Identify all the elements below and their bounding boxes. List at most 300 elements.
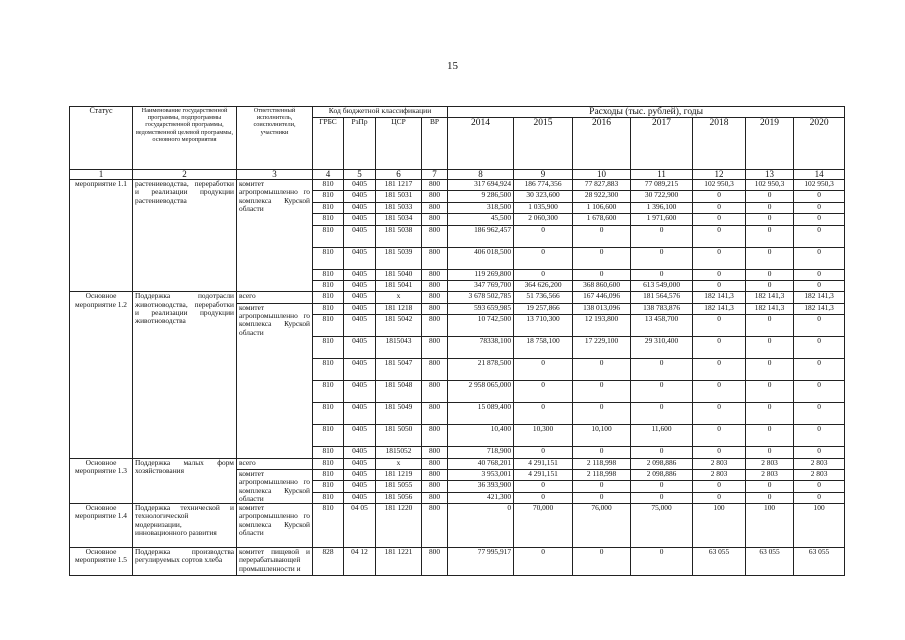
code-cell: 800 (422, 458, 448, 469)
amount-cell: 138 783,876 (631, 303, 693, 314)
amount-cell: 0 (693, 269, 746, 280)
amount-cell: 0 (794, 381, 845, 403)
amount-cell: 0 (794, 280, 845, 291)
amount-cell: 0 (746, 492, 794, 503)
code-cell: 0405 (344, 315, 376, 337)
amount-cell: 4 291,151 (514, 458, 573, 469)
column-number: 1 (70, 170, 133, 180)
code-cell: 800 (422, 247, 448, 269)
code-cell: 0405 (344, 425, 376, 447)
amount-cell: 0 (693, 425, 746, 447)
amount-cell: 0 (794, 214, 845, 225)
amount-cell: 0 (631, 359, 693, 381)
amount-cell: 1 971,600 (631, 214, 693, 225)
amount-cell: 0 (746, 191, 794, 202)
amount-cell: 0 (514, 381, 573, 403)
code-cell: 181 5038 (376, 225, 422, 247)
amount-cell: 100 (794, 504, 845, 548)
status-cell: Основное мероприятие 1.2 (70, 292, 133, 458)
amount-cell: 76,000 (573, 504, 631, 548)
code-cell: 800 (422, 403, 448, 425)
code-cell: 810 (313, 359, 344, 381)
status-cell: Основное мероприятие 1.3 (70, 458, 133, 504)
amount-cell: 167 446,096 (573, 292, 631, 303)
amount-cell: 0 (514, 548, 573, 576)
code-cell: 810 (313, 504, 344, 548)
header-budget-code: Код бюджетной классификации (313, 107, 448, 118)
amount-cell: 0 (573, 269, 631, 280)
code-cell: 0405 (344, 191, 376, 202)
column-number: 7 (422, 170, 448, 180)
amount-cell: 13 458,700 (631, 315, 693, 337)
amount-cell: 1 106,600 (573, 202, 631, 213)
code-cell: 04 05 (344, 504, 376, 548)
responsible-cell: комитет агропромышленно го комплекса Курской области (237, 180, 313, 292)
responsible-cell: комитет агропромышленно го комплекса Курской области (237, 303, 313, 458)
code-cell: 810 (313, 492, 344, 503)
amount-cell: 0 (693, 403, 746, 425)
code-cell: 1815043 (376, 337, 422, 359)
amount-cell: 181 564,576 (631, 292, 693, 303)
code-cell: 0405 (344, 481, 376, 492)
amount-cell: 0 (693, 337, 746, 359)
amount-cell: 0 (514, 481, 573, 492)
amount-cell: 138 013,096 (573, 303, 631, 314)
amount-cell: 0 (794, 481, 845, 492)
amount-cell: 0 (794, 202, 845, 213)
code-cell: 181 1221 (376, 548, 422, 576)
responsible-total-cell: всего (237, 458, 313, 469)
code-cell: 810 (313, 381, 344, 403)
amount-cell: 1 396,100 (631, 202, 693, 213)
amount-cell: 0 (514, 225, 573, 247)
amount-cell: 2 060,300 (514, 214, 573, 225)
code-cell: 0405 (344, 381, 376, 403)
code-cell: 181 5055 (376, 481, 422, 492)
code-cell: 828 (313, 548, 344, 576)
code-cell: 181 5040 (376, 269, 422, 280)
amount-cell: 0 (794, 337, 845, 359)
column-number: 14 (794, 170, 845, 180)
amount-cell: 29 310,400 (631, 337, 693, 359)
amount-cell: 13 710,300 (514, 315, 573, 337)
amount-cell: 119 269,800 (448, 269, 514, 280)
amount-cell: 15 089,400 (448, 403, 514, 425)
amount-cell: 0 (631, 447, 693, 458)
amount-cell: 102 950,3 (794, 180, 845, 191)
column-number: 2 (133, 170, 237, 180)
code-cell: 0405 (344, 447, 376, 458)
responsible-cell: комитет агропромышленно го комплекса Курской области (237, 504, 313, 548)
status-cell: Основное мероприятие 1.4 (70, 504, 133, 548)
amount-cell: 0 (746, 247, 794, 269)
amount-cell: 2 118,998 (573, 469, 631, 480)
header-year: 2014 (448, 118, 514, 170)
amount-cell: 2 958 065,000 (448, 381, 514, 403)
amount-cell: 0 (573, 447, 631, 458)
amount-cell: 0 (746, 425, 794, 447)
amount-cell: 0 (573, 359, 631, 381)
table-row (70, 548, 845, 576)
code-cell: 810 (313, 292, 344, 303)
amount-cell: 51 736,566 (514, 292, 573, 303)
header-year: 2019 (746, 118, 794, 170)
amount-cell: 28 922,300 (573, 191, 631, 202)
amount-cell: 0 (693, 280, 746, 291)
code-cell: 0405 (344, 269, 376, 280)
code-cell: 800 (422, 469, 448, 480)
amount-cell: 12 193,800 (573, 315, 631, 337)
amount-cell: 0 (693, 359, 746, 381)
column-number: 10 (573, 170, 631, 180)
amount-cell: 3 678 502,785 (448, 292, 514, 303)
amount-cell: 2 803 (693, 469, 746, 480)
code-cell: 810 (313, 214, 344, 225)
code-cell: 800 (422, 191, 448, 202)
column-number: 13 (746, 170, 794, 180)
code-cell: 810 (313, 202, 344, 213)
amount-cell: 0 (631, 225, 693, 247)
amount-cell: 0 (746, 315, 794, 337)
amount-cell: 0 (631, 247, 693, 269)
code-cell: 800 (422, 225, 448, 247)
amount-cell: 0 (631, 481, 693, 492)
code-cell: 800 (422, 359, 448, 381)
amount-cell: 19 257,866 (514, 303, 573, 314)
amount-cell: 102 950,3 (746, 180, 794, 191)
amount-cell: 0 (573, 381, 631, 403)
amount-cell: 1 678,600 (573, 214, 631, 225)
code-cell: 0405 (344, 292, 376, 303)
amount-cell: 3 953,001 (448, 469, 514, 480)
column-number: 8 (448, 170, 514, 180)
amount-cell: 10,300 (514, 425, 573, 447)
code-cell: 181 1219 (376, 469, 422, 480)
code-cell: 810 (313, 425, 344, 447)
amount-cell: 17 229,100 (573, 337, 631, 359)
code-cell: 0405 (344, 247, 376, 269)
amount-cell: 0 (631, 403, 693, 425)
code-cell: 800 (422, 292, 448, 303)
amount-cell: 2 803 (794, 458, 845, 469)
amount-cell: 10,400 (448, 425, 514, 447)
code-cell: 181 1218 (376, 303, 422, 314)
code-cell: 810 (313, 447, 344, 458)
code-cell: 181 5031 (376, 191, 422, 202)
code-cell: х (376, 292, 422, 303)
amount-cell: 0 (794, 269, 845, 280)
code-cell: 0405 (344, 403, 376, 425)
table-row (70, 504, 845, 548)
code-cell: 800 (422, 180, 448, 191)
code-cell: 810 (313, 469, 344, 480)
amount-cell: 182 141,3 (794, 303, 845, 314)
amount-cell: 2 803 (794, 469, 845, 480)
amount-cell: 0 (514, 247, 573, 269)
amount-cell: 0 (693, 492, 746, 503)
header-year: 2020 (794, 118, 845, 170)
header-grbs: ГРБС (313, 118, 344, 170)
amount-cell: 70,000 (514, 504, 573, 548)
code-cell: 181 5049 (376, 403, 422, 425)
name-cell: растениеводства, переработки и реализации продукции растениеводства (133, 180, 237, 292)
amount-cell: 0 (794, 492, 845, 503)
amount-cell: 0 (573, 492, 631, 503)
code-cell: 810 (313, 191, 344, 202)
code-cell: 810 (313, 458, 344, 469)
amount-cell: 77 089,215 (631, 180, 693, 191)
amount-cell: 0 (746, 202, 794, 213)
amount-cell: 0 (631, 492, 693, 503)
code-cell: 0405 (344, 214, 376, 225)
amount-cell: 100 (693, 504, 746, 548)
amount-cell: 0 (746, 214, 794, 225)
amount-cell: 0 (693, 381, 746, 403)
amount-cell: 2 118,998 (573, 458, 631, 469)
code-cell: 800 (422, 492, 448, 503)
amount-cell: 0 (514, 403, 573, 425)
code-cell: 181 5039 (376, 247, 422, 269)
code-cell: 810 (313, 315, 344, 337)
code-cell: 800 (422, 303, 448, 314)
column-number: 5 (344, 170, 376, 180)
amount-cell: 0 (693, 191, 746, 202)
header-status: Статус (70, 107, 133, 170)
amount-cell: 0 (794, 359, 845, 381)
code-cell: 0405 (344, 469, 376, 480)
amount-cell: 182 141,3 (794, 292, 845, 303)
code-cell: 0405 (344, 202, 376, 213)
amount-cell: 182 141,3 (746, 292, 794, 303)
code-cell: 1815052 (376, 447, 422, 458)
code-cell: 181 5042 (376, 315, 422, 337)
code-cell: 800 (422, 315, 448, 337)
code-cell: 181 5041 (376, 280, 422, 291)
code-cell: 810 (313, 337, 344, 359)
amount-cell: 347 769,700 (448, 280, 514, 291)
amount-cell: 0 (746, 403, 794, 425)
column-number-row (70, 170, 845, 180)
amount-cell: 182 141,3 (693, 292, 746, 303)
budget-table (69, 106, 845, 576)
amount-cell: 593 659,985 (448, 303, 514, 314)
code-cell: 0405 (344, 225, 376, 247)
amount-cell: 0 (693, 481, 746, 492)
header-vr: ВР (422, 118, 448, 170)
amount-cell: 0 (746, 337, 794, 359)
amount-cell: 10 742,500 (448, 315, 514, 337)
code-cell: 181 5056 (376, 492, 422, 503)
code-cell: 800 (422, 548, 448, 576)
code-cell: 800 (422, 269, 448, 280)
header-responsible: Ответственный исполнитель, соисполнители, участники (237, 107, 313, 170)
header-year: 2016 (573, 118, 631, 170)
page-number: 15 (447, 60, 458, 72)
column-number: 12 (693, 170, 746, 180)
amount-cell: 0 (573, 225, 631, 247)
code-cell: 800 (422, 504, 448, 548)
code-cell: 810 (313, 180, 344, 191)
column-number: 9 (514, 170, 573, 180)
code-cell: 0405 (344, 180, 376, 191)
column-number: 11 (631, 170, 693, 180)
code-cell: 810 (313, 225, 344, 247)
code-cell: 810 (313, 280, 344, 291)
amount-cell: 2 803 (746, 469, 794, 480)
table-row (70, 458, 845, 469)
amount-cell: 36 393,900 (448, 481, 514, 492)
code-cell: 0405 (344, 280, 376, 291)
amount-cell: 0 (693, 447, 746, 458)
code-cell: 800 (422, 337, 448, 359)
amount-cell: 0 (746, 225, 794, 247)
name-cell: Поддержка малых форм хозяйствования (133, 458, 237, 504)
amount-cell: 0 (746, 481, 794, 492)
code-cell: 800 (422, 202, 448, 213)
amount-cell: 182 141,3 (693, 303, 746, 314)
amount-cell: 30 722,900 (631, 191, 693, 202)
code-cell: 0405 (344, 458, 376, 469)
amount-cell: 0 (746, 447, 794, 458)
amount-cell: 75,000 (631, 504, 693, 548)
column-number: 6 (376, 170, 422, 180)
code-cell: 0405 (344, 492, 376, 503)
header-name: Наименование государственной программы, подпрограммы государственной программы, ведомственной целевой программы, основного мероприятия (133, 107, 237, 170)
amount-cell: 18 758,100 (514, 337, 573, 359)
name-cell: Поддержка подотрасли животноводства, переработки и реализации продукции животноводства (133, 292, 237, 458)
amount-cell: 718,900 (448, 447, 514, 458)
amount-cell: 2 098,886 (631, 469, 693, 480)
code-cell: 800 (422, 447, 448, 458)
amount-cell: 4 291,151 (514, 469, 573, 480)
amount-cell: 100 (746, 504, 794, 548)
amount-cell: 2 803 (746, 458, 794, 469)
amount-cell: 102 950,3 (693, 180, 746, 191)
amount-cell: 0 (794, 225, 845, 247)
amount-cell: 0 (794, 447, 845, 458)
amount-cell: 0 (573, 548, 631, 576)
amount-cell: 77 827,883 (573, 180, 631, 191)
amount-cell: 0 (794, 191, 845, 202)
code-cell: 810 (313, 403, 344, 425)
amount-cell: 0 (794, 247, 845, 269)
name-cell: Поддержка технической и технологической модернизации, инновационного развития (133, 504, 237, 548)
name-cell: Поддержка производства регулируемых сортов хлеба (133, 548, 237, 576)
amount-cell: 0 (794, 425, 845, 447)
amount-cell: 30 323,600 (514, 191, 573, 202)
code-cell: 800 (422, 481, 448, 492)
amount-cell: 318,500 (448, 202, 514, 213)
amount-cell: 63 055 (746, 548, 794, 576)
header-rzpr: РзПр (344, 118, 376, 170)
responsible-total-cell: всего (237, 292, 313, 303)
column-number: 4 (313, 170, 344, 180)
code-cell: 810 (313, 269, 344, 280)
code-cell: 181 5047 (376, 359, 422, 381)
amount-cell: 0 (693, 315, 746, 337)
amount-cell: 0 (514, 447, 573, 458)
code-cell: 800 (422, 280, 448, 291)
amount-cell: 613 549,000 (631, 280, 693, 291)
amount-cell: 78338,100 (448, 337, 514, 359)
amount-cell: 2 803 (693, 458, 746, 469)
amount-cell: 0 (794, 315, 845, 337)
code-cell: 800 (422, 425, 448, 447)
code-cell: 181 1217 (376, 180, 422, 191)
amount-cell: 0 (514, 269, 573, 280)
code-cell: 800 (422, 214, 448, 225)
amount-cell: 0 (746, 280, 794, 291)
amount-cell: 0 (573, 403, 631, 425)
amount-cell: 21 878,500 (448, 359, 514, 381)
header-year: 2015 (514, 118, 573, 170)
code-cell: 181 5048 (376, 381, 422, 403)
code-cell: 04 12 (344, 548, 376, 576)
amount-cell: 0 (794, 403, 845, 425)
code-cell: 810 (313, 303, 344, 314)
amount-cell: 0 (573, 247, 631, 269)
amount-cell: 182 141,3 (746, 303, 794, 314)
responsible-cell: комитет агропромышленно го комплекса Курской области (237, 469, 313, 503)
amount-cell: 10,100 (573, 425, 631, 447)
amount-cell: 63 055 (693, 548, 746, 576)
code-cell: 0405 (344, 359, 376, 381)
amount-cell: 364 626,200 (514, 280, 573, 291)
amount-cell: 0 (514, 492, 573, 503)
amount-cell: 77 995,917 (448, 548, 514, 576)
code-cell: 181 5034 (376, 214, 422, 225)
amount-cell: 317 694,924 (448, 180, 514, 191)
code-cell: 181 1220 (376, 504, 422, 548)
code-cell: 181 5033 (376, 202, 422, 213)
code-cell: 810 (313, 247, 344, 269)
amount-cell: 0 (514, 359, 573, 381)
amount-cell: 40 768,201 (448, 458, 514, 469)
code-cell: 810 (313, 481, 344, 492)
amount-cell: 9 286,500 (448, 191, 514, 202)
amount-cell: 368 860,600 (573, 280, 631, 291)
amount-cell: 421,300 (448, 492, 514, 503)
amount-cell: 2 098,886 (631, 458, 693, 469)
amount-cell: 186 962,457 (448, 225, 514, 247)
amount-cell: 45,500 (448, 214, 514, 225)
header-year: 2017 (631, 118, 693, 170)
code-cell: 800 (422, 381, 448, 403)
amount-cell: 0 (693, 247, 746, 269)
amount-cell: 63 055 (794, 548, 845, 576)
amount-cell: 0 (631, 548, 693, 576)
amount-cell: 0 (693, 202, 746, 213)
amount-cell: 1 035,900 (514, 202, 573, 213)
responsible-cell: комитет пищевой и перерабатывающей промышленности и (237, 548, 313, 576)
header-year: 2018 (693, 118, 746, 170)
amount-cell: 0 (746, 381, 794, 403)
amount-cell: 0 (693, 225, 746, 247)
amount-cell: 0 (746, 359, 794, 381)
table-row (70, 292, 845, 303)
header-expenses: Расходы (тыс. рублей), годы (448, 107, 845, 118)
column-number: 3 (237, 170, 313, 180)
amount-cell: 0 (573, 481, 631, 492)
amount-cell: 186 774,356 (514, 180, 573, 191)
status-cell: Основное мероприятие 1.5 (70, 548, 133, 576)
header-csr: ЦСР (376, 118, 422, 170)
status-cell: мероприятие 1.1 (70, 180, 133, 292)
code-cell: 0405 (344, 303, 376, 314)
amount-cell: 406 018,500 (448, 247, 514, 269)
amount-cell: 11,600 (631, 425, 693, 447)
table-row (70, 180, 845, 191)
